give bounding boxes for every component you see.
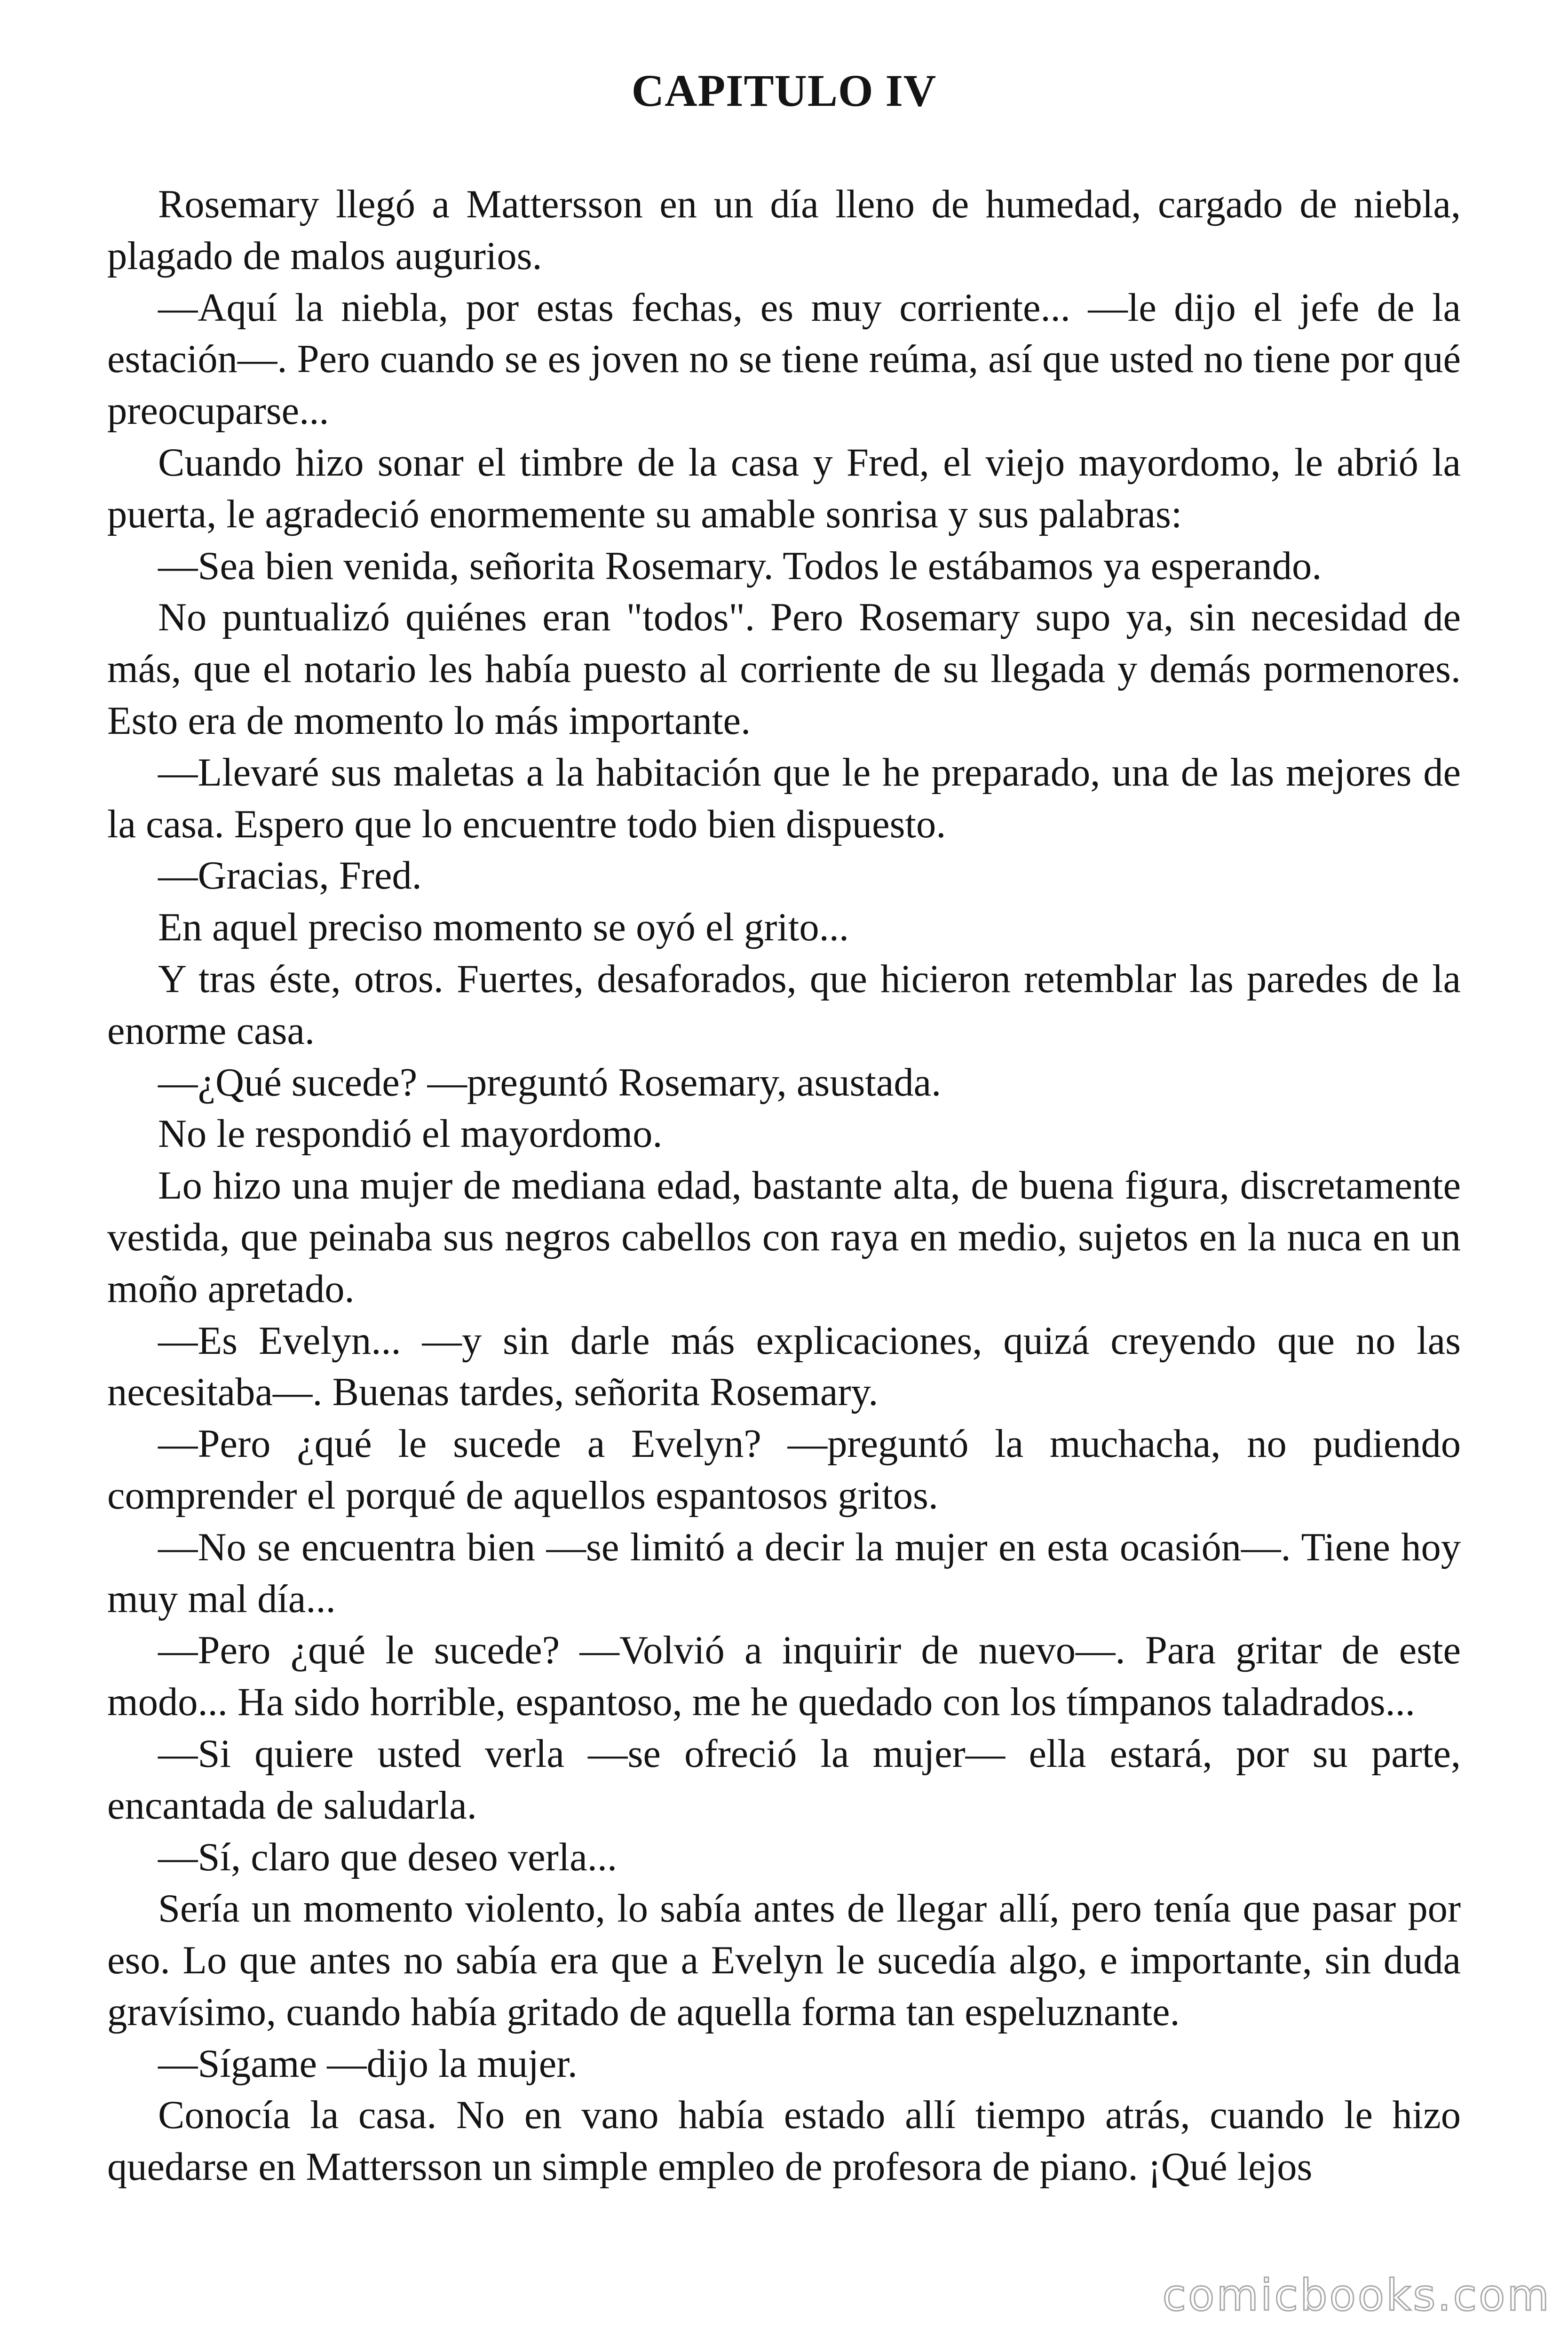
paragraph: —Aquí la niebla, por estas fechas, es muy corriente... —le dijo el jefe de la estación—. Pero cuando se es joven no se tiene reúma, así que usted no tiene por qué preocuparse... (107, 286, 1461, 433)
paragraph: Cuando hizo sonar el timbre de la casa y Fred, el viejo mayordomo, le abrió la puerta, le agradeció enormemente su amable sonrisa y sus palabras: (107, 440, 1461, 536)
paragraph: No puntualizó quiénes eran "todos". Pero Rosemary supo ya, sin necesidad de más, que el notario les había puesto al corriente de su llegada y demás pormenores. Esto era de momento lo más importante. (107, 596, 1461, 743)
paragraph: —Es Evelyn... —y sin darle más explicaciones, quizá creyendo que no las necesitaba—. Buenas tardes, señorita Rosemary. (107, 1319, 1461, 1414)
book-page (107, 0, 1461, 2352)
paragraph: —No se encuentra bien —se limitó a decir la mujer en esta ocasión—. Tiene hoy muy mal día... (107, 1525, 1461, 1621)
paragraph: —¿Qué sucede? —preguntó Rosemary, asustada. (158, 1060, 942, 1104)
paragraph: Y tras éste, otros. Fuertes, desaforados, que hicieron retemblar las paredes de la enorme casa. (107, 957, 1461, 1053)
paragraph: —Pero ¿qué le sucede? —Volvió a inquirir de nuevo—. Para gritar de este modo... Ha sido horrible, espantoso, me he quedado con los tímpanos taladrados... (107, 1629, 1461, 1724)
paragraph: En aquel preciso momento se oyó el grito... (158, 906, 849, 950)
paragraph: —Gracias, Fred. (158, 854, 422, 898)
paragraph: —Si quiere usted verla —se ofreció la mujer— ella estará, por su parte, encantada de saludarla. (107, 1732, 1461, 1828)
chapter-title: CAPITULO IV (631, 65, 937, 116)
paragraph: —Sígame —dijo la mujer. (158, 2042, 578, 2086)
paragraph: Conocía la casa. No en vano había estado allí tiempo atrás, cuando le hizo quedarse en Mattersson un simple empleo de profesora de piano. ¡Qué lejos (107, 2093, 1461, 2189)
paragraph: —Pero ¿qué le sucede a Evelyn? —preguntó la muchacha, no pudiendo comprender el porqué de aquellos espantosos gritos. (107, 1422, 1461, 1518)
paragraph: Lo hizo una mujer de mediana edad, bastante alta, de buena figura, discretamente vestida, que peinaba sus negros cabellos con raya en medio, sujetos en la nuca en un moño apretado. (107, 1164, 1461, 1311)
chapter-body (107, 179, 1461, 2193)
paragraph: Sería un momento violento, lo sabía antes de llegar allí, pero tenía que pasar por eso. Lo que antes no sabía era que a Evelyn le sucedía algo, e importante, sin duda gravísimo, cuando había gritado de aquella forma tan espeluznante. (107, 1887, 1461, 2034)
watermark: comicbooks.com (1162, 2270, 1551, 2320)
paragraph: —Sea bien venida, señorita Rosemary. Todos le estábamos ya esperando. (158, 544, 1322, 588)
paragraph: Rosemary llegó a Mattersson en un día lleno de humedad, cargado de niebla, plagado de malos augurios. (107, 183, 1461, 278)
paragraph: No le respondió el mayordomo. (158, 1112, 663, 1156)
paragraph: —Llevaré sus maletas a la habitación que le he preparado, una de las mejores de la casa. Espero que lo encuentre todo bien dispuesto. (107, 750, 1461, 846)
paragraph: —Sí, claro que deseo verla... (158, 1835, 618, 1879)
